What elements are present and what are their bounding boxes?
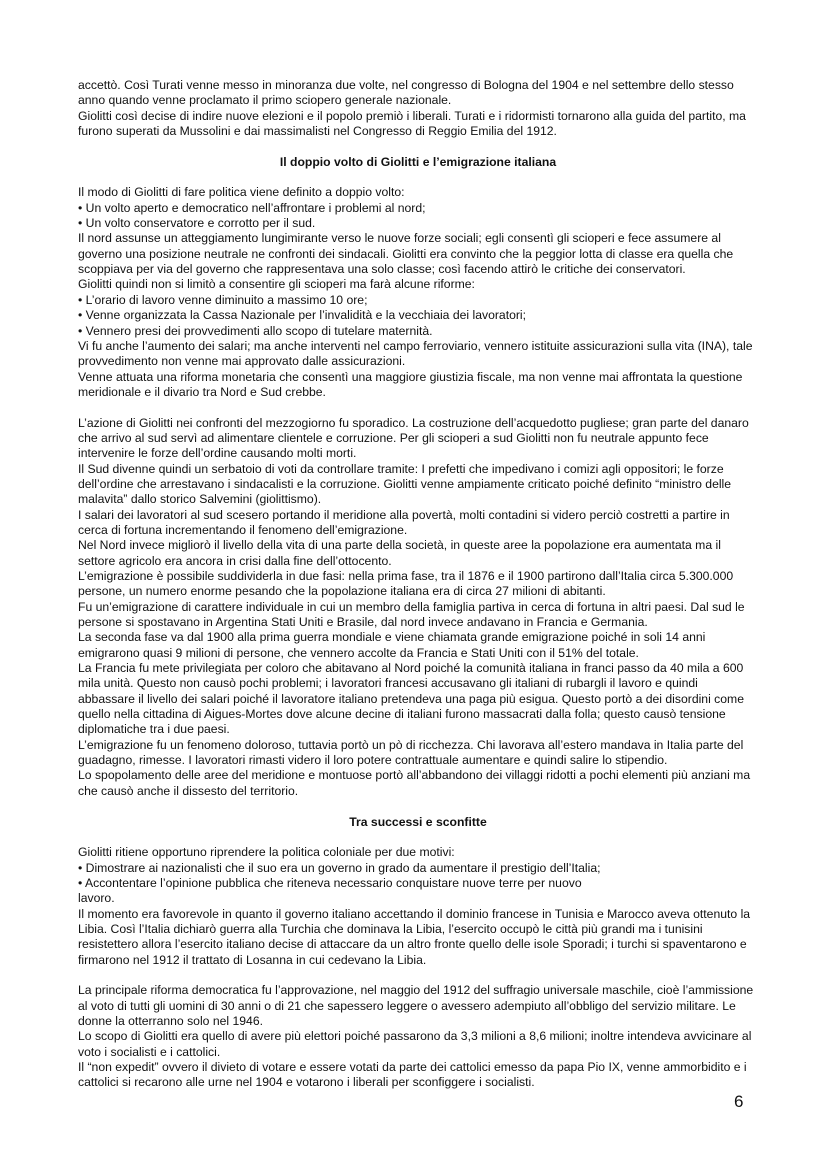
paragraph: Nel Nord invece migliorò il livello della vita di una parte della società, in queste aree la popolazione era aumentata ma il settore agricolo era ancora in crisi dalla fine dell’ottocento. [78,538,721,568]
paragraph: Giolitti quindi non si limitò a consentire gli scioperi ma farà alcune riforme: [78,277,475,292]
paragraph: La seconda fase va dal 1900 alla prima guerra mondiale e viene chiamata grande emigrazione poiché in soli 14 anni emigrarono quasi 9 milioni di persone, che vennero accolte da Francia e Stati Uniti con il 51% del totale. [78,630,706,660]
section1-block2 [78,416,758,800]
paragraph: Il modo di Giolitti di fare politica viene definito a doppio volto: [78,185,405,200]
paragraph: La Francia fu mete privilegiata per coloro che abitavano al Nord poiché la comunità italiana in franci passo da 40 mila a 600 mila unità. Questo non causò pochi problemi; i lavoratori francesi accusavano gli italiani di rubargli il lavoro e quindi abbassare il livello dei salari poiché il lavoratore italiano pretendeva una paga più esigua. Questo portò a dei disordini come quello nella cittadina di Aigues-Mortes dove alcune decine di italiani furono massacrati dalla folla; questo causò tensione diplomatiche tra i due paesi. [78,661,744,737]
paragraph: Il Sud divenne quindi un serbatoio di voti da controllare tramite: I prefetti che impedivano i comizi agli oppositori; le forze dell’ordine che arrestavano i sindacalisti e la corruzione. Giolitti venne ampiamente criticato poiché definito “ministro delle malavita” dallo storico Salvemini (giolittismo). [78,461,732,507]
paragraph: Giolitti così decise di indire nuove elezioni e il popolo premiò i liberali. Turati e i ridormisti tornarono alla guida del partito, ma furono superati da Mussolini e dai massimalisti nel Congresso di Reggio Emilia del 1912. [78,108,746,139]
list-item: • Dimostrare ai nazionalisti che il suo era un governo in grado da aumentare il prestigio dell’Italia; [78,860,601,875]
intro-block [78,78,758,139]
paragraph: Venne attuata una riforma monetaria che consentì una maggiore giustizia fiscale, ma non venne mai affrontata la questione meridionale e il divario tra Nord e Sud crebbe. [78,369,743,399]
paragraph: L’emigrazione fu un fenomeno doloroso, tuttavia portò un pò di ricchezza. Chi lavorava all’estero mandava in Italia parte del guadagno, rimesse. I lavoratori rimasti videro il loro potere contrattuale aumentare e quindi salire lo stipendio. [78,737,744,768]
list-item: • Accontentare l’opinione pubblica che riteneva necessario conquistare nuove terre per nuovo lavoro. [78,875,582,906]
paragraph: Fu un’emigrazione di carattere individuale in cui un membro della famiglia partiva in cerca di fortuna in altri paesi. Dal sud le persone si spostavano in Argentina Stati Uniti e Brasile, dal nord invece andavano in Francia e Germania. [78,599,745,630]
list-item: • Venne organizzata la Cassa Nazionale per l’invalidità e la vecchiaia dei lavoratori; [78,308,527,323]
section2-block2 [78,983,758,1090]
paragraph: Giolitti ritiene opportuno riprendere la politica coloniale per due motivi: [78,845,455,860]
list-item: • Un volto conservatore e corrotto per il sud. [78,216,316,231]
list-item: • Vennero presi dei provvedimenti allo scopo di tutelare maternità. [78,323,433,338]
paragraph: L’emigrazione è possibile suddividerla in due fasi: nella prima fase, tra il 1876 e il 1900 partirono dall’Italia circa 5.300.000 persone, un numero enorme pesando che la popolazione italiana era di circa 27 milioni di abitanti. [78,569,734,599]
section1-block1 [78,185,758,400]
section-heading-doppio-volto: Il doppio volto di Giolitti e l’emigrazione italiana [279,154,557,169]
paragraph: Lo spopolamento delle aree del meridione e montuose portò all’abbandono dei villaggi ridotti a pochi elementi più anziani ma che causò anche il dissesto del territorio. [78,768,751,798]
paragraph: Lo scopo di Giolitti era quello di avere più elettori poiché passarono da 3,3 milioni a 8,6 milioni; inoltre intendeva avvicinare al voto i socialisti e i cattolici. [78,1029,752,1059]
paragraph: I salari dei lavoratori al sud scesero portando il meridione alla povertà, molti contadini si videro perciò costretti a partire in cerca di fortuna incrementando il fenomeno dell’emigrazione. [78,507,730,537]
paragraph: Vi fu anche l’aumento dei salari; ma anche interventi nel campo ferroviario, vennero istituite assicurazioni sulla vita (INA), tale provvedimento non venne mai approvato dalle assicurazioni. [78,338,753,369]
page-content [78,78,758,1091]
paragraph: Il nord assunse un atteggiamento lungimirante verso le nuove forze sociali; egli consentì gli scioperi e fece assumere al governo una posizione neutrale ne confronti dei sindacali. Giolitti era convinto che la peggior lotta di classe era quella che scoppiava per via del governo che rappresentava una solo classe; così facendo attirò le critiche dei conservatori. [78,231,734,277]
section2-block1 [78,845,758,968]
page-number: 6 [734,1092,744,1111]
list-item: • L’orario di lavoro venne diminuito a massimo 10 ore; [78,292,368,307]
paragraph: Il “non expedit” ovvero il divieto di votare e essere votati da parte dei cattolici emesso da papa Pio IX, venne ammorbidito e i cattolici si recarono alle urne nel 1904 e votarono i liberali per sconfiggere i socialisti. [78,1060,747,1090]
paragraph: accettò. Così Turati venne messo in minoranza due volte, nel congresso di Bologna del 1904 e nel settembre dello stesso anno quando venne proclamato il primo sciopero generale nazionale. [78,78,734,108]
section-heading-successi-sconfitte: Tra successi e sconfitte [349,814,487,829]
list-item: • Un volto aperto e democratico nell’affrontare i problemi al nord; [78,200,426,215]
paragraph: L’azione di Giolitti nei confronti del mezzogiorno fu sporadico. La costruzione dell’acquedotto pugliese; gran parte del danaro che arrivo al sud servì ad alimentare clientele e corruzione. Per gli scioperi a sud Giolitti non fu neutrale appunto fece intervenire le forze dell’ordine causando molti morti. [78,415,749,461]
paragraph: Il momento era favorevole in quanto il governo italiano accettando il dominio francese in Tunisia e Marocco aveva ottenuto la Libia. Così l’Italia dichiarò guerra alla Turchia che dominava la Libia, l’esercito occupò le città più grandi ma i tunisini resistettero allora l’esercito italiano decise di attaccare da un altro fronte quello delle isole Sporadi; i turchi si spaventarono e firmarono nel 1912 il trattato di Losanna in cui cedevano la Libia. [78,906,751,967]
paragraph: La principale riforma democratica fu l’approvazione, nel maggio del 1912 del suffragio universale maschile, cioè l’ammissione al voto di tutti gli uomini di 30 anni o di 21 che sapessero leggere o avessero adempiuto all’obbligo del servizio militare. Le donne la otterranno solo nel 1946. [78,983,754,1028]
